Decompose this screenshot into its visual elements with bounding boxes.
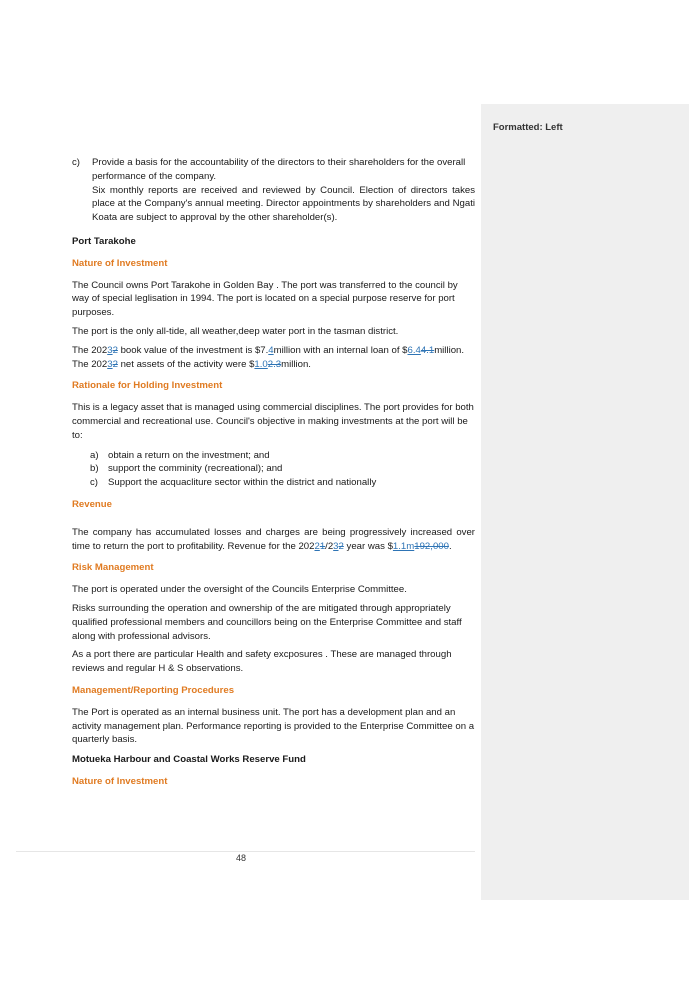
heading-nature-of-investment: Nature of Investment bbox=[72, 257, 168, 269]
list-marker: a) bbox=[90, 449, 99, 461]
paragraph-revenue bbox=[72, 526, 475, 554]
paragraph: The Council owns Port Tarakohe in Golden Bay . The port was transferred to the council by way of special leglisation in 1994. The port is located on a special purpose reserve for port purposes. bbox=[72, 279, 458, 319]
list-item-text: obtain a return on the investment; and bbox=[108, 449, 270, 461]
heading-nature-of-investment-2: Nature of Investment bbox=[72, 775, 168, 787]
list-item-text: support the comminity (recreational); and bbox=[108, 463, 283, 475]
text-run: year was $ bbox=[343, 540, 393, 552]
list-item bbox=[88, 476, 475, 490]
text-run: million. bbox=[281, 358, 311, 370]
comment-pane bbox=[481, 104, 689, 900]
list-item bbox=[88, 449, 475, 463]
list-item-text: Provide a basis for the accountability of the directors to their shareholders for the overall performance of the company. bbox=[92, 157, 466, 182]
text-run: . bbox=[448, 540, 452, 552]
heading-rationale: Rationale for Holding Investment bbox=[72, 380, 223, 392]
text-run: The 202 bbox=[72, 344, 108, 356]
rationale-list bbox=[88, 449, 475, 490]
tracked-deletion: 2 bbox=[338, 540, 344, 552]
paragraph: Risks surrounding the operation and ownership of the are mitigated through appropriately qualified professional members and councillors being on the Enterprise Committee and staff along with professional advisors. bbox=[72, 602, 462, 642]
list-item-detail: Six monthly reports are received and reviewed by Council. Election of directors takes place at the Company's annual meeting. Director appointments by shareholders and Ngati Koata are subject to approval by the other shareholder(s). bbox=[92, 184, 475, 224]
tracked-insertion: 3 bbox=[107, 344, 113, 356]
tracked-deletion: 2 bbox=[112, 358, 118, 370]
list-marker: c) bbox=[90, 477, 98, 489]
list-item-text: Support the acquacliture sector within the district and nationally bbox=[108, 477, 377, 489]
tracked-insertion: 1.1m bbox=[392, 540, 415, 552]
section-title-motueka: Motueka Harbour and Coastal Works Reserve Fund bbox=[72, 754, 306, 766]
tracked-deletion: 1 bbox=[319, 540, 326, 552]
paragraph-book-value bbox=[72, 344, 475, 372]
text-run: net assets of the activity were $ bbox=[117, 358, 255, 370]
tracked-insertion: 3 bbox=[107, 358, 113, 370]
page-number: 48 bbox=[236, 853, 247, 863]
paragraph: The port is operated under the oversight of the Councils Enterprise Committee. bbox=[72, 584, 407, 596]
tracked-insertion: 4 bbox=[268, 344, 274, 356]
tracked-insertion: 2 bbox=[314, 540, 320, 552]
tracked-insertion: 6.4 bbox=[407, 344, 421, 356]
tracked-deletion: 2.3 bbox=[267, 358, 282, 370]
text-run: book value of the investment is $7. bbox=[117, 344, 269, 356]
heading-management-reporting: Management/Reporting Procedures bbox=[72, 684, 235, 696]
list-item bbox=[88, 462, 475, 476]
list-item-c-accountability bbox=[72, 156, 475, 225]
text-run: The company has accumulated losses and charges are being progressively increased over time to return the port to profitability. Revenue for the 202 bbox=[72, 526, 475, 552]
tracked-insertion: 3 bbox=[333, 540, 339, 552]
section-title-port-tarakohe: Port Tarakohe bbox=[72, 235, 136, 247]
footer-divider bbox=[16, 851, 475, 852]
text-run: million with an internal loan of $ bbox=[273, 344, 408, 356]
paragraph: As a port there are particular Health and safety excposures . These are managed through reviews and regular H & S observations. bbox=[72, 649, 452, 675]
text-run: /2 bbox=[325, 540, 334, 552]
heading-risk-management: Risk Management bbox=[72, 562, 154, 574]
document-body bbox=[72, 156, 475, 797]
tracked-insertion: 1.0 bbox=[254, 358, 268, 370]
list-marker: c) bbox=[72, 157, 80, 168]
comment-label: Formatted: Left bbox=[493, 122, 563, 133]
paragraph: The port is the only all-tide, all weather,deep water port in the tasman district. bbox=[72, 325, 399, 337]
list-marker: b) bbox=[90, 463, 99, 475]
tracked-deletion: 4.1 bbox=[420, 344, 435, 356]
paragraph: The Port is operated as an internal business unit. The port has a development plan and an activity management plan. Performance reporting is provided to the Enterprise Committee on a quarterly basis. bbox=[72, 706, 475, 746]
text-run: million. The 202 bbox=[72, 344, 465, 370]
tracked-deletion: 2 bbox=[112, 344, 118, 356]
paragraph: This is a legacy asset that is managed using commercial disciplines. The port provides for both commercial and recreational use. Council's objective in making investments at the port will be to: bbox=[72, 402, 474, 441]
heading-revenue: Revenue bbox=[72, 498, 112, 510]
tracked-deletion: 192,000 bbox=[414, 540, 449, 552]
